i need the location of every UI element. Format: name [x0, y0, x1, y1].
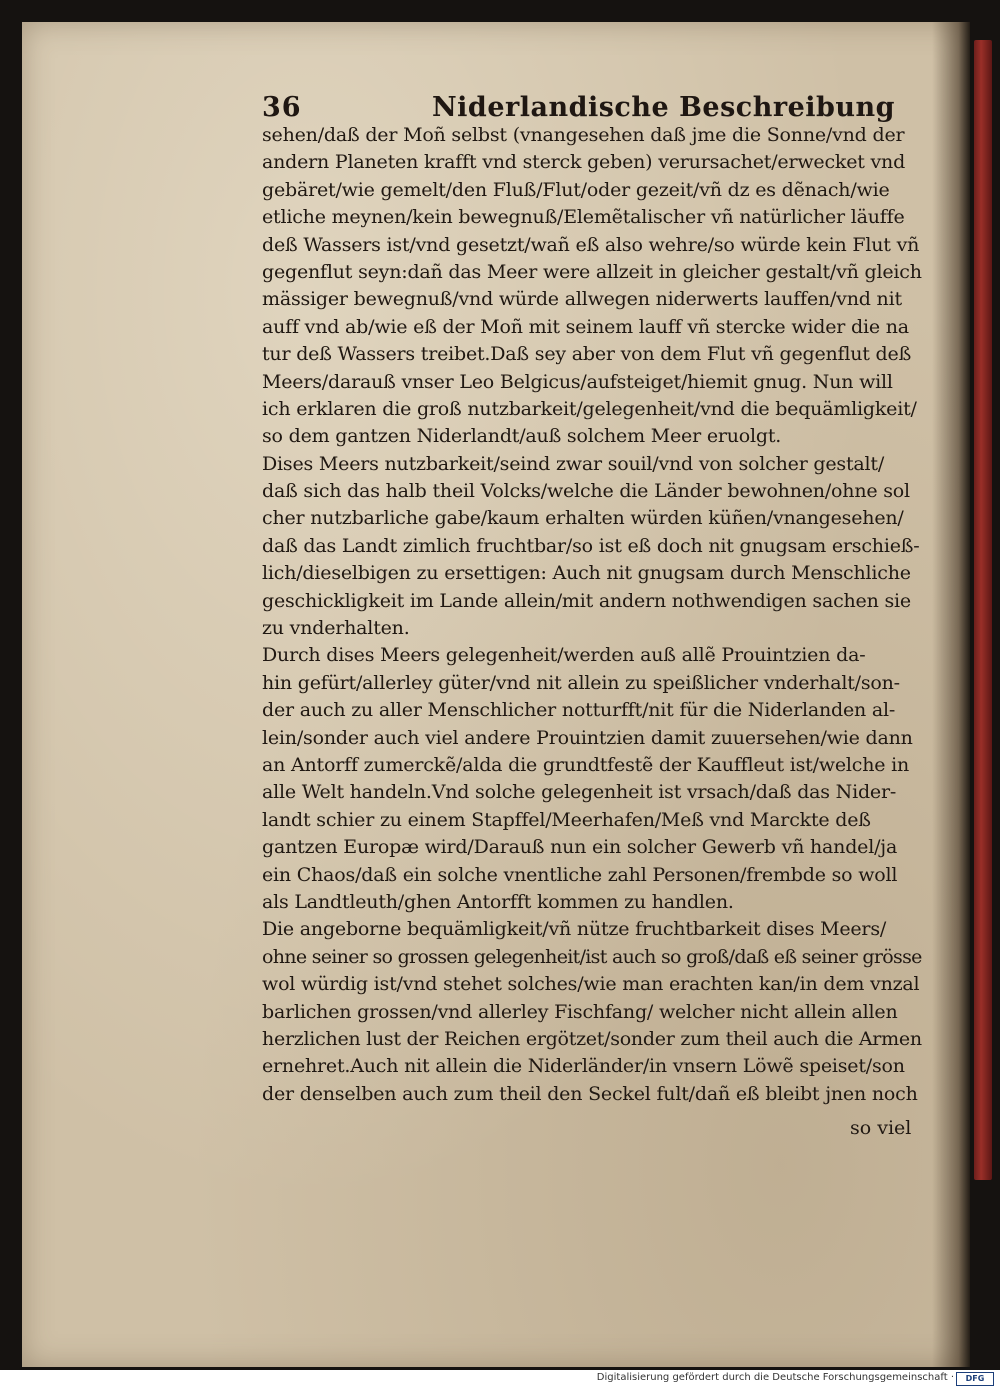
running-title: Niderlandische Beschreibung [432, 92, 896, 123]
text-line: als Landtleuth/ghen Antorfft kommen zu handlen. [262, 890, 734, 913]
text-line: gantzen Europæ wird/Darauß nun ein solcher Gewerb vñ handel/ja [262, 836, 898, 859]
text-line: Durch dises Meers gelegenheit/werden auß allẽ Prouintzien da- [262, 644, 866, 667]
text-line: der auch zu aller Menschlicher notturfft/nit für die Niderlanden al- [262, 699, 896, 722]
text-line: lein/sonder auch viel andere Prouintzien damit zuuersehen/wie dann [262, 726, 913, 749]
text-line: Die angeborne bequämligkeit/vñ nütze fruchtbarkeit dises Meers/ [262, 918, 887, 941]
text-line: zu vnderhalten. [262, 617, 410, 640]
text-line: auff vnd ab/wie eß der Moñ mit seinem lauff vñ stercke wider die na [262, 315, 909, 338]
text-line: mässiger bewegnuß/vnd würde allwegen niderwerts lauffen/vnd nit [262, 288, 902, 311]
text-line: ernehret.Auch nit allein die Niderländer/in vnsern Löwẽ speiset/son [262, 1055, 905, 1078]
text-line: Dises Meers nutzbarkeit/seind zwar souil/vnd von solcher gestalt/ [262, 452, 885, 475]
text-line: an Antorff zumerckẽ/alda die grundtfestẽ der Kauffleut ist/welche in [262, 753, 910, 776]
text-line: hin gefürt/allerley güter/vnd nit allein zu speißlicher vnderhalt/son- [262, 671, 900, 694]
text-line: wol würdig ist/vnd stehet solches/wie man erachten kan/in dem vnzal [262, 973, 920, 996]
text-line: gebäret/wie gemelt/den Fluß/Flut/oder gezeit/vñ dz es dẽnach/wie [262, 178, 890, 201]
text-line: der denselben auch zum theil den Seckel fult/dañ eß bleibt jnen noch [262, 1082, 918, 1105]
bookmark-ribbon [974, 40, 992, 1180]
text-line: so dem gantzen Niderlandt/auß solchem Meer eruolgt. [262, 425, 782, 448]
page-number: 36 [262, 92, 302, 123]
text-line: geschickligkeit im Lande allein/mit andern nothwendigen sachen sie [262, 589, 911, 612]
text-line: lich/dieselbigen zu ersettigen: Auch nit gnugsam durch Menschliche [262, 562, 911, 585]
catchword: so viel [850, 1117, 912, 1139]
text-line: landt schier zu einem Stapffel/Meerhafen/Meß vnd Marckte deß [262, 808, 871, 831]
text-line: cher nutzbarliche gabe/kaum erhalten würden küñen/vnangesehen/ [262, 507, 904, 530]
text-line: deß Wassers ist/vnd gesetzt/wañ eß also wehre/so würde kein Flut vñ [262, 233, 920, 256]
dfg-logo-icon: DFG [956, 1372, 994, 1386]
text-line: Meers/darauß vnser Leo Belgicus/aufsteiget/hiemit gnug. Nun will [262, 370, 893, 393]
text-line: ich erklaren die groß nutzbarkeit/gelegenheit/vnd die bequämligkeit/ [262, 397, 917, 420]
footer-credit: Digitalisierung gefördert durch die Deutsche Forschungsgemeinschaft · [596, 1372, 954, 1383]
body-text [262, 122, 922, 1108]
text-line: alle Welt handeln.Vnd solche gelegenheit ist vrsach/daß das Nider- [262, 781, 897, 804]
text-line: ein Chaos/daß ein solche vnentliche zahl Personen/frembde so woll [262, 863, 898, 886]
text-line: gegenflut seyn:dañ das Meer were allzeit in gleicher gestalt/vñ gleich [262, 260, 922, 283]
text-line: tur deß Wassers treibet.Daß sey aber von dem Flut vñ gegenflut deß [262, 343, 912, 366]
text-line: daß das Landt zimlich fruchtbar/so ist eß doch nit gnugsam erschieß- [262, 534, 920, 557]
text-line: andern Planeten krafft vnd sterck geben) verursachet/erwecket vnd [262, 151, 906, 174]
text-line: sehen/daß der Moñ selbst (vnangesehen daß jme die Sonne/vnd der [262, 124, 905, 146]
text-line: etliche meynen/kein bewegnuß/Elemẽtalischer vñ natürlicher läuffe [262, 206, 905, 229]
text-line: daß sich das halb theil Volcks/welche die Länder bewohnen/ohne sol [262, 480, 910, 503]
text-line: herzlichen lust der Reichen ergötzet/sonder zum theil auch die Armen [262, 1027, 922, 1050]
text-line: barlichen grossen/vnd allerley Fischfang/ welcher nicht allein allen [262, 1000, 898, 1023]
page-spine-shadow [932, 22, 970, 1367]
text-line: ohne seiner so grossen gelegenheit/ist auch so groß/daß eß seiner grösse [262, 945, 922, 968]
